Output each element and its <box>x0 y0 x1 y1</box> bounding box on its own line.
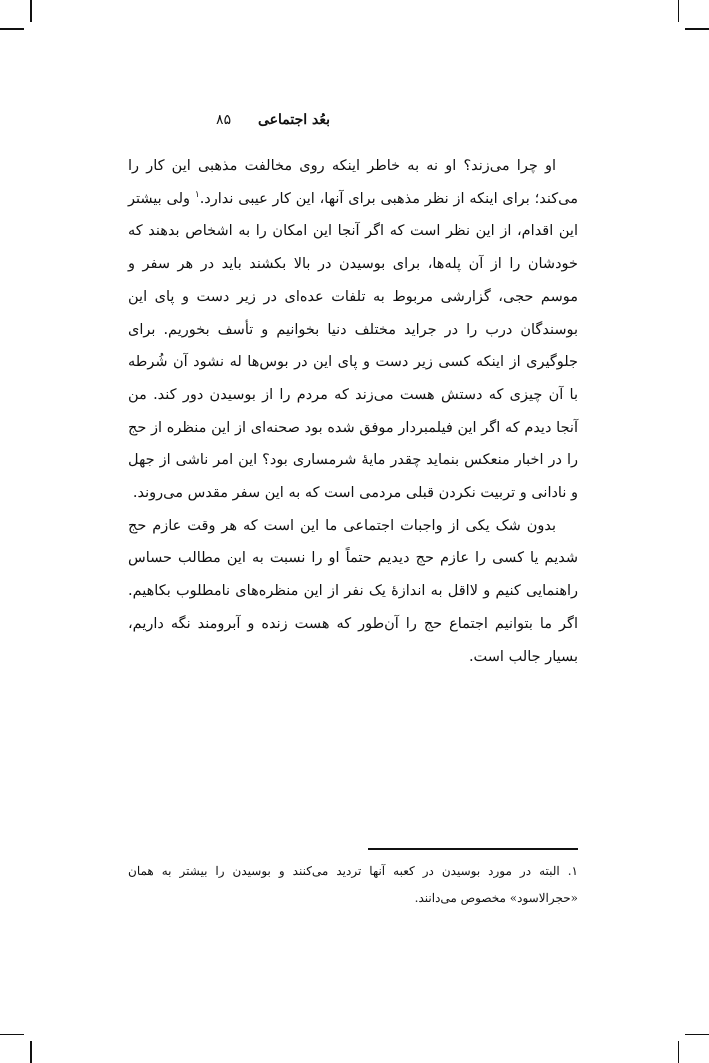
crop-mark <box>30 1041 32 1063</box>
crop-mark <box>0 1034 24 1036</box>
footnote: ۱. البته در مورد بوسیدن در کعبه آنها تردید می‌کنند و بوسیدن را بیشتر به همان «حجرالاسود» مخصوص می‌دانند. <box>128 864 578 905</box>
crop-mark <box>0 28 24 30</box>
page-number: ۸۵ <box>216 112 232 128</box>
body-text <box>128 150 578 673</box>
running-header <box>130 112 330 128</box>
crop-mark <box>678 0 680 22</box>
footnote-reference[interactable]: ۱ <box>194 189 200 200</box>
paragraph-1-part-2: ولی بیشتر این اقدام، از این نظر است که اگر آنجا این امکان را به اشخاص بدهند که خودشان را از آن پله‌ها، برای بوسیدن در بالا بکشند باید در هر سفر و موسم حجی، گزارشی مربوط به تلفات عده‌ای در زیر دست و پای این بوسندگان درب را در جراید مختلف دنیا بخوانیم و تأسف بخوریم. برای جلوگیری از اینکه کسی زیر دست و پای این در بوس‌ها له نشود آن شُرطه با آن چیزی که دستش هست می‌زند که مردم را از بوسیدن دور کند. من آنجا دیدم که اگر این فیلمبردار موفق شده بود صحنه‌ای از این منظره از حج را در اخبار منعکس بنماید چقدر مایهٔ شرمساری بود؟ این امر ناشی از جهل و نادانی و تربیت نکردن قبلی مردمی است که به این سفر مقدس می‌روند. <box>128 190 578 502</box>
crop-mark <box>678 1041 680 1063</box>
header-title: بعُد اجتماعی <box>257 112 330 128</box>
crop-mark <box>685 1034 709 1036</box>
paragraph-2: بدون شک یکی از واجبات اجتماعی ما این است که هر وقت عازم حج شدیم یا کسی را عازم حج دیدیم حتماً او را نسبت به این مطالب حساس راهنمایی کنیم و لااقل به اندازهٔ یک نفر از این منظره‌های نامطلوب بکاهیم. اگر ما بتوانیم اجتماع حج را آن‌طور که هست زنده و آبرومند نگه داریم، بسیار جالب است. <box>128 517 578 665</box>
paragraph-1-part-1: او چرا می‌زند؟ او نه به خاطر اینکه روی مخالفت مذهبی این کار را می‌کند؛ برای اینکه از نظر مذهبی برای آنها، این کار عیبی ندارد. <box>128 158 578 207</box>
footnote-divider <box>368 848 578 850</box>
crop-mark <box>30 0 32 22</box>
crop-mark <box>685 28 709 30</box>
paragraph-1 <box>128 150 578 510</box>
